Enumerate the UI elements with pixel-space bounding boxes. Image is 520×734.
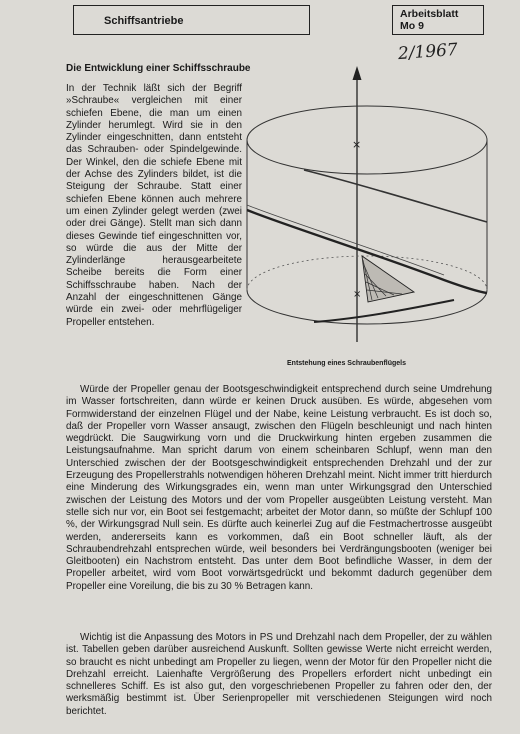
sheet-label: Arbeitsblatt: [400, 8, 459, 20]
bottom-centre-marker: ×: [353, 289, 362, 300]
cylinder-top-edge: [247, 106, 487, 174]
body-paragraph-1: Würde der Propeller genau der Bootsgeschwindigkeit entsprechend durch seine Umdrehung im Wasser fortschreiten, dann würde er keinen Druck ausüben. Es würde, abgesehen vom Formwiderstand der einzelnen Flügel und der Nabe, keine Leistung verbraucht. Es ist doch so, daß der Propeller vorn Wasser ansaugt, zwischen den Flügeln beschleunigt und nach hinten wegdrückt. Die Saugwirkung vorn und die Druckwirkung hinten ergeben zusammen die Leistungsaufnahme. Man spricht darum von einem scheinbaren Schlupf, wenn man den Unterschied zwischen der der Bootsgeschwindigkeit entsprechenden Drehzahl und der zur Erzeugung des Propellerstrahls notwendigen höheren Drehzahl meint. Nicht immer tritt hierdurch eine Minderung des Wirkungsgrades ein, wenn man unter Wirkungsgrad den Unterschied zwischen der Leistung des Motors und der vom Propeller ausgeübten Leistung versteht. Man stelle sich nur vor, ein Boot sei festgemacht; arbeitet der Motor dann, so müßte der Schlupf 100 %, der Wirkungsgrad Null sein. Es dürfte auch keinerlei Zug auf die Festmachertrosse ausgeübt werden, andererseits kann es vorkommen, daß ein Boot schneller läuft, als der Schraubendrehzahl entsprechen würde, weil besonders bei Verdrängungsbooten (weniger bei Gleitbooten) ein Nachstrom entsteht. Das unter dem Boot befindliche Wasser, in dem der Propeller arbeitet, wird vom Boot vorwärtsgedrückt und bekommt dadurch gegenüber dem Propeller eine Voreilung, die bis zu 30 % Betragen kann.: [66, 384, 492, 592]
article-title: Die Entwicklung einer Schiffsschraube: [66, 63, 251, 74]
intro-column-text: In der Technik läßt sich der Begriff »Schraube« vergleichen mit einer schiefen Ebene, die man um einen Zylinder herumlegt. Wird sie in den Zylinder eingeschnitten, dann entsteht das Schrauben- oder Spindelgewinde. Der Winkel, den die schiefe Ebene mit der Achse des Zylinders bildet, ist die Steigung der Schraube. Statt einer schiefen Ebene können auch mehrere um einen Zylinder gelegt werden (zwei oder drei Gänge). Stellt man sich dann dieses Gewinde tief eingeschnitten vor, so würde die aus der Mitte der Zylinderlänge herausgearbeitete Scheibe bereits die Form einer Schiffsschraube haben. Nach der Anzahl der eingeschnittenen Gänge würde ein zwei- oder mehrflügeliger Propeller entstehen.: [66, 83, 242, 328]
figure-caption: Entstehung eines Schraubenflügels: [287, 360, 407, 367]
handwritten-date: 2/1967: [397, 39, 459, 65]
sheet-number: Mo 9: [400, 20, 424, 32]
helix-thread-back: [304, 170, 487, 222]
cylinder-helix-figure: [244, 60, 494, 360]
sheet-id-box: [392, 5, 484, 35]
axis-arrowhead: [353, 66, 362, 80]
subject-header-box: [73, 5, 310, 35]
body-paragraph-2: Wichtig ist die Anpassung des Motors in PS und Drehzahl nach dem Propeller, der zu wählen ist. Tabellen geben darüber ausreichend Auskunft. Sollten gewisse Werte nicht erreicht werden, so braucht es nicht unbedingt am Propeller zu liegen, wenn der Motor für den Propeller nicht die Drehzahl erreicht. Laienhafte Vergrößerung des Propellers erfordert nicht unbedingt ein schnelleres Schiff. Es ist also gut, den vorgeschriebenen Propeller zu fahren oder den, der werksmäßig bestimmt ist. Über Serienpropeller mit verschiedenen Steigungen wird noch berichtet.: [66, 632, 492, 717]
top-centre-marker: ×: [352, 138, 362, 151]
helix-thread-edge: [247, 205, 444, 275]
subject-label: Schiffsantriebe: [104, 15, 184, 27]
